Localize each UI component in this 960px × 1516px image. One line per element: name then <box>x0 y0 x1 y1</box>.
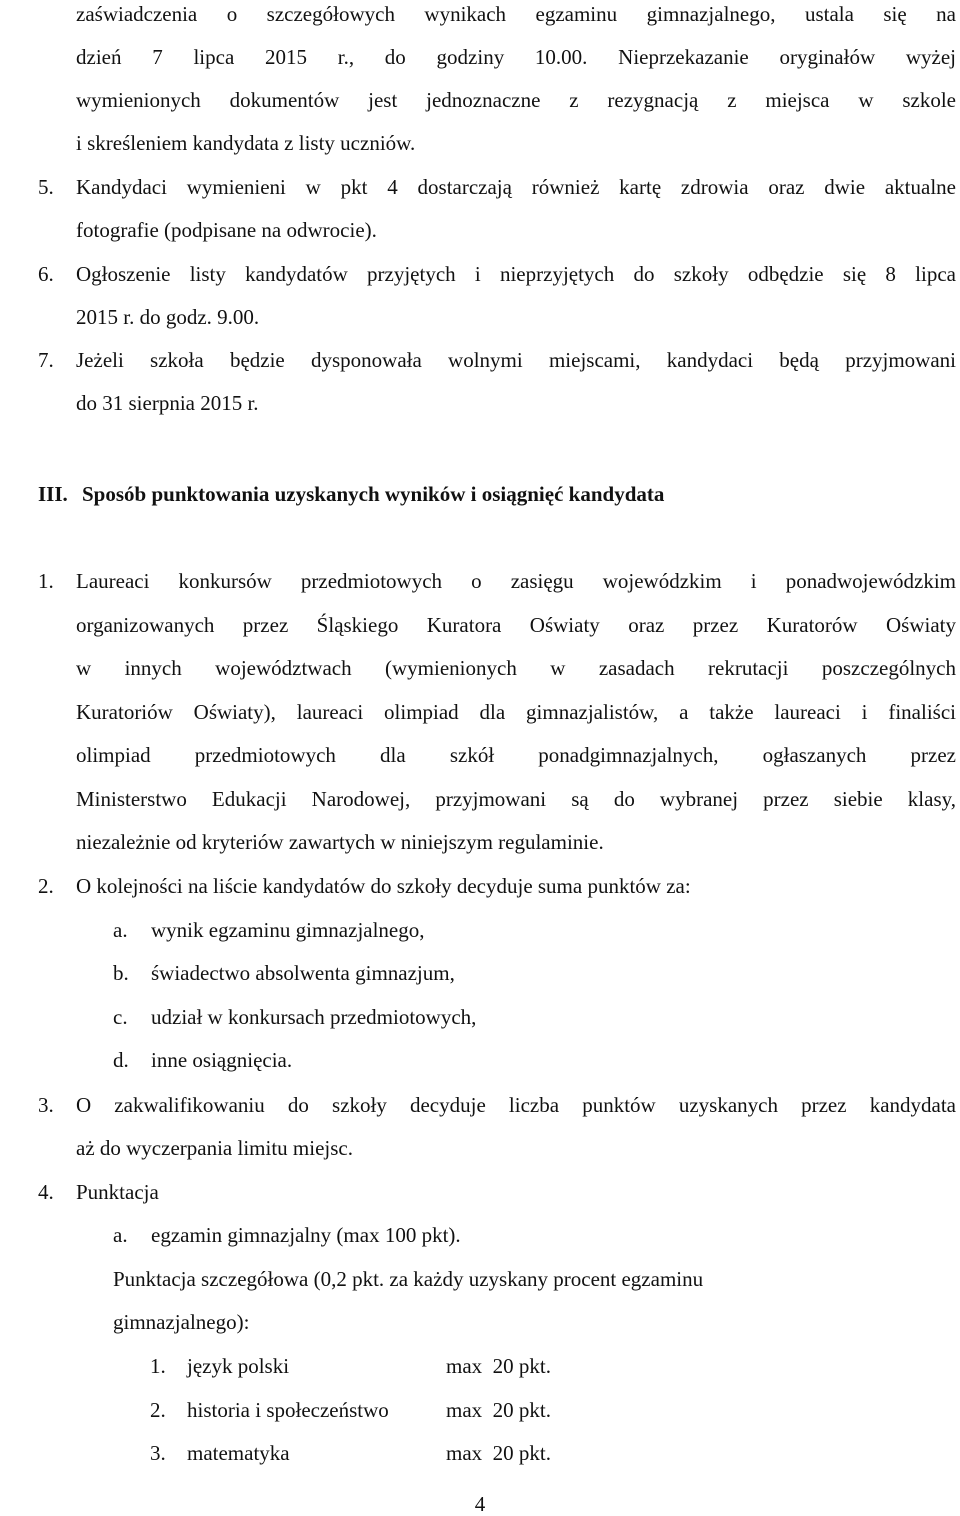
subject-1-name: język polski <box>187 1354 290 1378</box>
item-7-number: 7. <box>38 348 54 372</box>
point-2-number: 2. <box>38 874 54 898</box>
point-3-line-2: aż do wyczerpania limitu miejsc. <box>76 1136 353 1160</box>
item-6-number: 6. <box>38 262 54 286</box>
point-3-line-1: O zakwalifikowaniu do szkoły decyduje liczba punktów uzyskanych przez kandydata <box>76 1093 956 1117</box>
point-1-number: 1. <box>38 569 54 593</box>
item-6-line-1: Ogłoszenie listy kandydatów przyjętych i nieprzyjętych do szkoły odbędzie się 8 lipca <box>76 262 956 286</box>
intro-line-2: dzień 7 lipca 2015 r., do godziny 10.00. Nieprzekazanie oryginałów wyżej <box>76 45 956 69</box>
point-1-line-1: Laureaci konkursów przedmiotowych o zasięgu wojewódzkim i ponadwojewódzkim <box>76 569 956 593</box>
intro-line-4: i skreśleniem kandydata z listy uczniów. <box>76 131 416 155</box>
item-7-line-1: Jeżeli szkoła będzie dysponowała wolnymi miejscami, kandydaci będą przyjmowani <box>76 348 956 372</box>
item-5-number: 5. <box>38 175 54 199</box>
point-1-line-5: olimpiad przedmiotowych dla szkół ponadgimnazjalnych, ogłaszanych przez <box>76 743 956 767</box>
point-4-sub-a-letter: a. <box>113 1223 128 1247</box>
point-3-number: 3. <box>38 1093 54 1117</box>
point-2-sub-d-text: inne osiągnięcia. <box>151 1048 293 1072</box>
item-6-line-2: 2015 r. do godz. 9.00. <box>76 305 260 329</box>
section-3-number: III. <box>38 482 68 506</box>
point-1-line-7: niezależnie od kryteriów zawartych w niniejszym regulaminie. <box>76 830 604 854</box>
subject-3-name: matematyka <box>187 1441 290 1465</box>
page-number: 4 <box>474 1492 486 1516</box>
point-2-sub-a-text: wynik egzaminu gimnazjalnego, <box>151 918 425 942</box>
point-4-number: 4. <box>38 1180 54 1204</box>
subject-1-max: max 20 pkt. <box>446 1354 551 1378</box>
subject-2-name: historia i społeczeństwo <box>187 1398 389 1422</box>
subject-3-max: max 20 pkt. <box>446 1441 551 1465</box>
point-4-text: Punktacja <box>76 1180 159 1204</box>
point-2-sub-a-letter: a. <box>113 918 128 942</box>
point-2-text: O kolejności na liście kandydatów do szkoły decyduje suma punktów za: <box>76 874 691 898</box>
subject-2-max: max 20 pkt. <box>446 1398 551 1422</box>
point-2-sub-c-text: udział w konkursach przedmiotowych, <box>151 1005 477 1029</box>
point-1-line-3: w innych województwach (wymienionych w zasadach rekrutacji poszczególnych <box>76 656 956 680</box>
point-2-sub-c-letter: c. <box>113 1005 128 1029</box>
intro-line-3: wymienionych dokumentów jest jednoznaczne z rezygnacją z miejsca w szkole <box>76 88 956 112</box>
subject-1-number: 1. <box>150 1354 166 1378</box>
point-1-line-2: organizowanych przez Śląskiego Kuratora Oświaty oraz przez Kuratorów Oświaty <box>76 613 956 637</box>
item-5-line-2: fotografie (podpisane na odwrocie). <box>76 218 377 242</box>
point-1-line-6: Ministerstwo Edukacji Narodowej, przyjmowani są do wybranej przez siebie klasy, <box>76 787 956 811</box>
point-2-sub-d-letter: d. <box>113 1048 129 1072</box>
point-1-line-4: Kuratoriów Oświaty), laureaci olimpiad dla gimnazjalistów, a także laureaci i finaliści <box>76 700 956 724</box>
item-5-line-1: Kandydaci wymienieni w pkt 4 dostarczają również kartę zdrowia oraz dwie aktualne <box>76 175 956 199</box>
point-4-detail-line-1: Punktacja szczegółowa (0,2 pkt. za każdy uzyskany procent egzaminu <box>113 1267 704 1291</box>
intro-line-1: zaświadczenia o szczegółowych wynikach egzaminu gimnazjalnego, ustala się na <box>76 2 956 26</box>
point-4-detail-line-2: gimnazjalnego): <box>113 1310 250 1334</box>
item-7-line-2: do 31 sierpnia 2015 r. <box>76 391 259 415</box>
point-2-sub-b-text: świadectwo absolwenta gimnazjum, <box>151 961 455 985</box>
subject-2-number: 2. <box>150 1398 166 1422</box>
point-4-sub-a-text: egzamin gimnazjalny (max 100 pkt). <box>151 1223 461 1247</box>
point-2-sub-b-letter: b. <box>113 961 129 985</box>
subject-3-number: 3. <box>150 1441 166 1465</box>
section-3-title: Sposób punktowania uzyskanych wyników i osiągnięć kandydata <box>82 482 665 506</box>
